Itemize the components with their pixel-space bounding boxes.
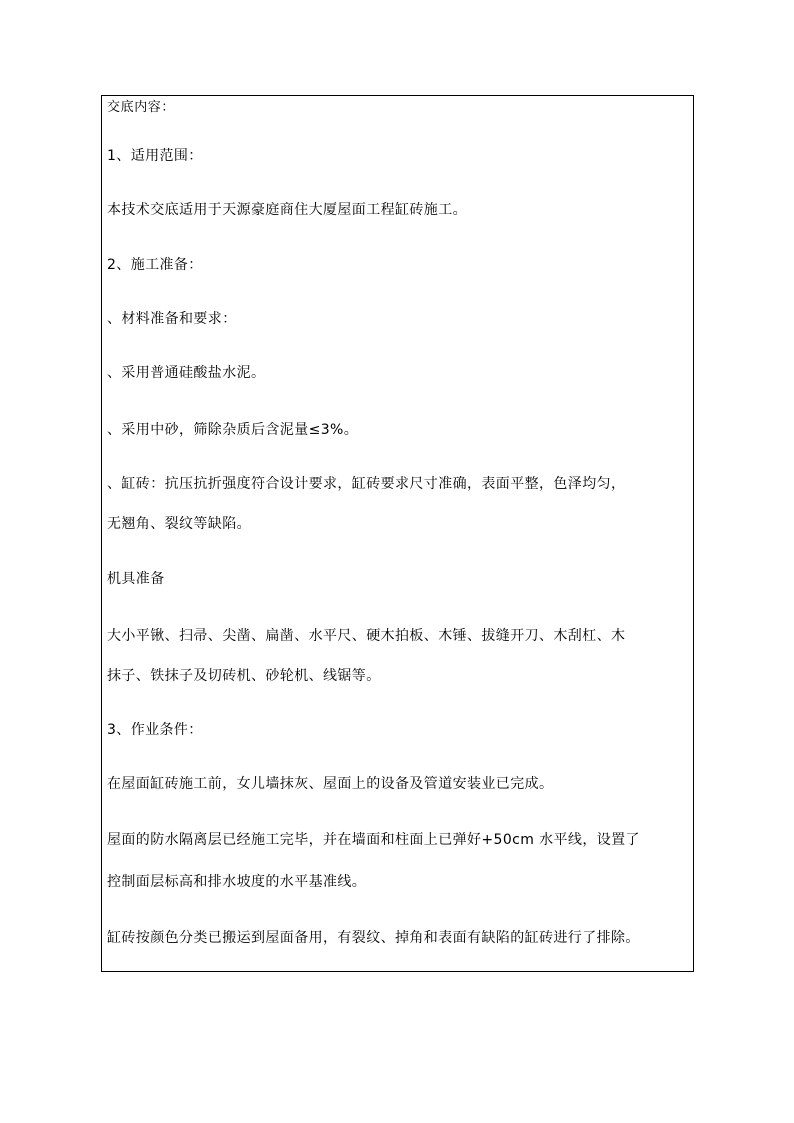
- content-header-label: 交底内容：: [107, 100, 176, 115]
- conditions-text-2-line2: 控制面层标高和排水坡度的水平基准线。: [107, 874, 367, 890]
- tools-heading: 机具准备: [107, 571, 165, 587]
- section-scope-heading: 1、适用范围：: [107, 148, 203, 164]
- conditions-text-2-line1: 屋面的防水隔离层已经施工完毕，并在墙面和柱面上已弹好+50cm 水平线，设置了: [107, 832, 640, 848]
- conditions-text-1: 在屋面缸砖施工前，女儿墙抹灰、屋面上的设备及管道安装业已完成。: [107, 776, 554, 792]
- scope-text: 本技术交底适用于天源豪庭商住大厦屋面工程缸砖施工。: [107, 202, 467, 218]
- tile-requirements-line2: 无翘角、裂纹等缺陷。: [107, 516, 251, 532]
- section-conditions-heading: 3、作业条件：: [107, 722, 203, 738]
- sand-text: 、采用中砂，筛除杂质后含泥量≤3%。: [107, 422, 359, 438]
- section-preparation-heading: 2、施工准备：: [107, 257, 203, 273]
- tools-list-line2: 抹子、铁抹子及切砖机、砂轮机、线锯等。: [107, 668, 381, 684]
- tile-requirements-line1: 、缸砖：抗压抗折强度符合设计要求，缸砖要求尺寸准确，表面平整，色泽均匀，: [107, 476, 626, 492]
- tools-list-line1: 大小平锹、扫帚、尖凿、扁凿、水平尺、硬木拍板、木锤、拔缝开刀、木刮杠、木: [107, 628, 626, 644]
- materials-heading: 、材料准备和要求：: [107, 311, 237, 327]
- conditions-text-3: 缸砖按颜色分类已搬运到屋面备用，有裂纹、掉角和表面有缺陷的缸砖进行了排除。: [107, 930, 640, 946]
- cement-text: 、采用普通硅酸盐水泥。: [107, 365, 266, 381]
